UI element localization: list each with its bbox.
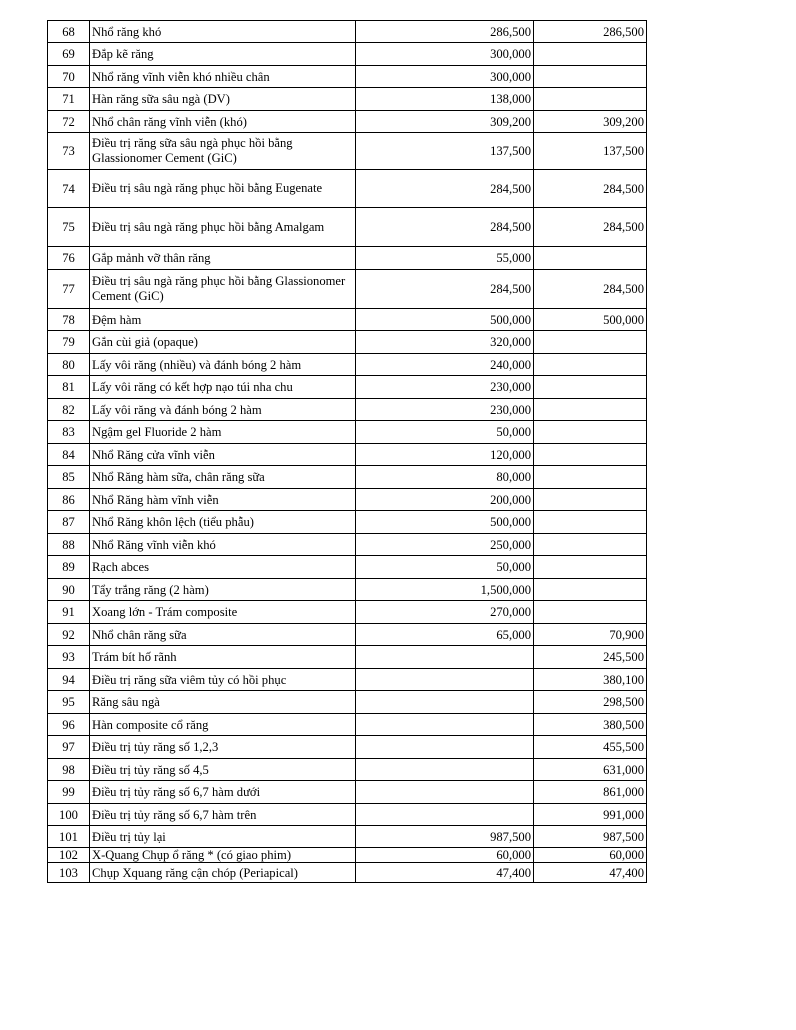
price-2: 380,500 bbox=[534, 714, 647, 736]
price-2 bbox=[534, 43, 647, 66]
price-1: 230,000 bbox=[356, 376, 534, 399]
price-2: 137,500 bbox=[534, 133, 647, 170]
row-number: 87 bbox=[48, 511, 90, 534]
price-2: 991,000 bbox=[534, 804, 647, 826]
price-2 bbox=[534, 66, 647, 88]
table-row bbox=[48, 863, 647, 883]
row-number: 77 bbox=[48, 270, 90, 309]
table-row bbox=[48, 88, 647, 111]
table-row bbox=[48, 826, 647, 848]
row-number: 73 bbox=[48, 133, 90, 170]
service-name: Điều trị sâu ngà răng phục hồi bằng Eugenate bbox=[90, 170, 356, 208]
service-name: Chụp Xquang răng cận chóp (Periapical) bbox=[90, 863, 356, 883]
price-1 bbox=[356, 759, 534, 781]
price-2: 500,000 bbox=[534, 309, 647, 331]
price-2: 987,500 bbox=[534, 826, 647, 848]
row-number: 86 bbox=[48, 489, 90, 511]
service-name: Đắp kẽ răng bbox=[90, 43, 356, 66]
row-number: 96 bbox=[48, 714, 90, 736]
row-number: 79 bbox=[48, 331, 90, 354]
price-1: 80,000 bbox=[356, 466, 534, 489]
price-2: 455,500 bbox=[534, 736, 647, 759]
row-number: 94 bbox=[48, 669, 90, 691]
row-number: 71 bbox=[48, 88, 90, 111]
row-number: 78 bbox=[48, 309, 90, 331]
table-row bbox=[48, 421, 647, 444]
price-2: 309,200 bbox=[534, 111, 647, 133]
price-1 bbox=[356, 781, 534, 804]
service-name: Xoang lớn - Trám composite bbox=[90, 601, 356, 624]
service-name: Hàn composite cổ răng bbox=[90, 714, 356, 736]
price-1: 138,000 bbox=[356, 88, 534, 111]
service-name: Nhổ Răng hàm vĩnh viễn bbox=[90, 489, 356, 511]
table-row bbox=[48, 669, 647, 691]
price-1 bbox=[356, 669, 534, 691]
table-row bbox=[48, 691, 647, 714]
service-name: Nhổ Răng khôn lệch (tiểu phẫu) bbox=[90, 511, 356, 534]
price-1: 284,500 bbox=[356, 270, 534, 309]
price-2: 284,500 bbox=[534, 170, 647, 208]
table-row bbox=[48, 848, 647, 863]
price-1: 120,000 bbox=[356, 444, 534, 466]
row-number: 72 bbox=[48, 111, 90, 133]
row-number: 82 bbox=[48, 399, 90, 421]
price-1: 250,000 bbox=[356, 534, 534, 556]
price-1: 500,000 bbox=[356, 309, 534, 331]
price-2 bbox=[534, 466, 647, 489]
price-2: 47,400 bbox=[534, 863, 647, 883]
price-2 bbox=[534, 354, 647, 376]
row-number: 69 bbox=[48, 43, 90, 66]
price-2 bbox=[534, 556, 647, 579]
price-2 bbox=[534, 421, 647, 444]
price-2: 284,500 bbox=[534, 208, 647, 247]
service-name: Tẩy trắng răng (2 hàm) bbox=[90, 579, 356, 601]
row-number: 74 bbox=[48, 170, 90, 208]
price-1: 309,200 bbox=[356, 111, 534, 133]
price-1: 137,500 bbox=[356, 133, 534, 170]
service-name: Nhổ răng vĩnh viễn khó nhiều chân bbox=[90, 66, 356, 88]
table-row bbox=[48, 534, 647, 556]
price-1: 50,000 bbox=[356, 421, 534, 444]
price-2: 60,000 bbox=[534, 848, 647, 863]
price-2 bbox=[534, 489, 647, 511]
row-number: 83 bbox=[48, 421, 90, 444]
table-row bbox=[48, 399, 647, 421]
table-row bbox=[48, 444, 647, 466]
service-name: Nhổ Răng hàm sữa, chân răng sữa bbox=[90, 466, 356, 489]
price-2: 380,100 bbox=[534, 669, 647, 691]
table-row bbox=[48, 804, 647, 826]
price-table bbox=[47, 20, 647, 883]
service-name: Điều trị răng sữa sâu ngà phục hồi bằng Glassionomer Cement (GiC) bbox=[90, 133, 356, 170]
price-1: 284,500 bbox=[356, 208, 534, 247]
service-name: Gắp mảnh vỡ thân răng bbox=[90, 247, 356, 270]
service-name: Lấy vôi răng (nhiều) và đánh bóng 2 hàm bbox=[90, 354, 356, 376]
price-2 bbox=[534, 444, 647, 466]
row-number: 89 bbox=[48, 556, 90, 579]
table-row bbox=[48, 624, 647, 646]
service-name: X-Quang Chụp ổ răng * (có giao phim) bbox=[90, 848, 356, 863]
price-1 bbox=[356, 691, 534, 714]
row-number: 102 bbox=[48, 848, 90, 863]
price-2: 245,500 bbox=[534, 646, 647, 669]
table-row bbox=[48, 66, 647, 88]
price-2: 298,500 bbox=[534, 691, 647, 714]
price-2: 70,900 bbox=[534, 624, 647, 646]
table-row bbox=[48, 270, 647, 309]
price-1: 47,400 bbox=[356, 863, 534, 883]
price-1: 65,000 bbox=[356, 624, 534, 646]
price-1: 500,000 bbox=[356, 511, 534, 534]
table-row bbox=[48, 579, 647, 601]
service-name: Điều trị sâu ngà răng phục hồi bằng Amalgam bbox=[90, 208, 356, 247]
table-row bbox=[48, 601, 647, 624]
service-name: Lấy vôi răng có kết hợp nạo túi nha chu bbox=[90, 376, 356, 399]
table-row bbox=[48, 331, 647, 354]
service-name: Nhổ Răng cửa vĩnh viễn bbox=[90, 444, 356, 466]
price-1: 284,500 bbox=[356, 170, 534, 208]
service-name: Ngậm gel Fluoride 2 hàm bbox=[90, 421, 356, 444]
row-number: 98 bbox=[48, 759, 90, 781]
service-name: Điều trị tủy lại bbox=[90, 826, 356, 848]
table-row bbox=[48, 489, 647, 511]
row-number: 84 bbox=[48, 444, 90, 466]
table-row bbox=[48, 111, 647, 133]
price-table-body bbox=[48, 21, 647, 883]
service-name: Điều trị sâu ngà răng phục hồi bằng Glassionomer Cement (GiC) bbox=[90, 270, 356, 309]
price-2 bbox=[534, 247, 647, 270]
price-1 bbox=[356, 646, 534, 669]
price-2 bbox=[534, 376, 647, 399]
table-row bbox=[48, 511, 647, 534]
service-name: Điều trị tủy răng số 6,7 hàm trên bbox=[90, 804, 356, 826]
table-row bbox=[48, 43, 647, 66]
service-name: Điều trị tủy răng số 6,7 hàm dưới bbox=[90, 781, 356, 804]
table-row bbox=[48, 170, 647, 208]
service-name: Gắn cùi giả (opaque) bbox=[90, 331, 356, 354]
price-1 bbox=[356, 714, 534, 736]
table-row bbox=[48, 21, 647, 43]
price-1: 286,500 bbox=[356, 21, 534, 43]
row-number: 101 bbox=[48, 826, 90, 848]
service-name: Điều trị tủy răng số 1,2,3 bbox=[90, 736, 356, 759]
table-row bbox=[48, 759, 647, 781]
service-name: Nhổ chân răng vĩnh viễn (khó) bbox=[90, 111, 356, 133]
table-row bbox=[48, 646, 647, 669]
price-2 bbox=[534, 534, 647, 556]
table-row bbox=[48, 133, 647, 170]
service-name: Nhổ chân răng sữa bbox=[90, 624, 356, 646]
price-1: 200,000 bbox=[356, 489, 534, 511]
row-number: 88 bbox=[48, 534, 90, 556]
table-row bbox=[48, 208, 647, 247]
price-1: 55,000 bbox=[356, 247, 534, 270]
price-1: 270,000 bbox=[356, 601, 534, 624]
price-1: 1,500,000 bbox=[356, 579, 534, 601]
row-number: 99 bbox=[48, 781, 90, 804]
row-number: 80 bbox=[48, 354, 90, 376]
price-1: 230,000 bbox=[356, 399, 534, 421]
service-name: Rạch abces bbox=[90, 556, 356, 579]
price-1: 987,500 bbox=[356, 826, 534, 848]
row-number: 68 bbox=[48, 21, 90, 43]
service-name: Điều trị răng sữa viêm tủy có hồi phục bbox=[90, 669, 356, 691]
price-1: 50,000 bbox=[356, 556, 534, 579]
row-number: 76 bbox=[48, 247, 90, 270]
price-2 bbox=[534, 399, 647, 421]
table-row bbox=[48, 736, 647, 759]
service-name: Nhổ Răng vĩnh viễn khó bbox=[90, 534, 356, 556]
price-2 bbox=[534, 331, 647, 354]
row-number: 91 bbox=[48, 601, 90, 624]
table-row bbox=[48, 781, 647, 804]
price-1: 300,000 bbox=[356, 66, 534, 88]
row-number: 70 bbox=[48, 66, 90, 88]
row-number: 75 bbox=[48, 208, 90, 247]
row-number: 90 bbox=[48, 579, 90, 601]
price-1: 320,000 bbox=[356, 331, 534, 354]
row-number: 103 bbox=[48, 863, 90, 883]
row-number: 97 bbox=[48, 736, 90, 759]
price-1 bbox=[356, 804, 534, 826]
service-name: Điều trị tủy răng số 4,5 bbox=[90, 759, 356, 781]
price-1: 240,000 bbox=[356, 354, 534, 376]
price-2 bbox=[534, 511, 647, 534]
service-name: Răng sâu ngà bbox=[90, 691, 356, 714]
price-2 bbox=[534, 579, 647, 601]
price-2 bbox=[534, 88, 647, 111]
table-row bbox=[48, 714, 647, 736]
row-number: 100 bbox=[48, 804, 90, 826]
price-2: 861,000 bbox=[534, 781, 647, 804]
service-name: Đệm hàm bbox=[90, 309, 356, 331]
price-2: 284,500 bbox=[534, 270, 647, 309]
price-1: 60,000 bbox=[356, 848, 534, 863]
table-row bbox=[48, 309, 647, 331]
row-number: 92 bbox=[48, 624, 90, 646]
service-name: Trám bít hố rãnh bbox=[90, 646, 356, 669]
table-row bbox=[48, 247, 647, 270]
service-name: Lấy vôi răng và đánh bóng 2 hàm bbox=[90, 399, 356, 421]
service-name: Nhổ răng khó bbox=[90, 21, 356, 43]
row-number: 95 bbox=[48, 691, 90, 714]
row-number: 85 bbox=[48, 466, 90, 489]
price-2: 286,500 bbox=[534, 21, 647, 43]
table-row bbox=[48, 466, 647, 489]
price-1: 300,000 bbox=[356, 43, 534, 66]
price-1 bbox=[356, 736, 534, 759]
row-number: 81 bbox=[48, 376, 90, 399]
price-2 bbox=[534, 601, 647, 624]
price-2: 631,000 bbox=[534, 759, 647, 781]
table-row bbox=[48, 376, 647, 399]
service-name: Hàn răng sữa sâu ngà (DV) bbox=[90, 88, 356, 111]
table-row bbox=[48, 354, 647, 376]
row-number: 93 bbox=[48, 646, 90, 669]
table-row bbox=[48, 556, 647, 579]
